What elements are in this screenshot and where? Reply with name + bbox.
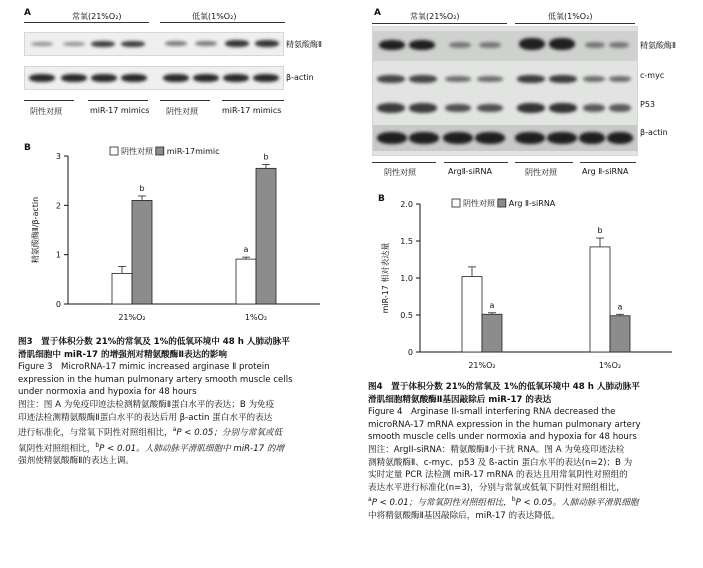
bar [482, 314, 502, 352]
bar [590, 247, 610, 352]
fig3-group-neg-1: 阴性对照 [30, 107, 62, 116]
bar [132, 200, 152, 304]
fig3-caption-note-3b: P < 0.05；分别与常氧或低 [176, 428, 283, 439]
fig4-group-si-1: ArgⅡ-siRNA [448, 167, 492, 176]
x-tick-label: 1%O₂ [244, 313, 268, 322]
fig4-blot-panel [372, 26, 638, 156]
fig3-hypoxia-label: 低氧(1%O₂) [192, 12, 237, 21]
fig3-caption-en-3: under normoxia and hypoxia for 48 hours [18, 387, 197, 398]
fig3-group-mimic-1: miR-17 mimics [90, 106, 150, 115]
fig4-caption-note-1: 图注：ArgII-siRNA：精氨酸酶Ⅱ小干扰 RNA。图 A 为免疫印迹法检 [368, 444, 625, 455]
fig3-caption-note-1: 图注：图 A 为免疫印迹法检测精氨酸酶Ⅱ蛋白水平的表达；B 为免疫 [18, 399, 275, 410]
fig3-caption-en-1: Figure 3 MicroRNA-17 mimic increased arginase Ⅱ protein [18, 362, 270, 373]
fig4-normoxia-underline [372, 23, 507, 24]
y-tick-label: 0 [55, 300, 61, 309]
fig3-caption-note-4a: 氧阴性对照组相比， [18, 443, 96, 454]
y-tick-label: 1.0 [400, 274, 413, 283]
fig3-caption-zh-title-1: 图3 置于体积分数 21%的常氧及 1%的低氧环境中 48 h 人肺动脉平 [18, 337, 290, 347]
legend-label: miR-17mimic [166, 147, 220, 156]
fig3-caption-note-4b: P < 0.01。人肺动脉平滑肌细胞中 miR-17 的增 [99, 443, 285, 454]
y-tick-label: 1.5 [400, 237, 413, 246]
fig3-caption-note-5: 强剂使精氨酸酶Ⅱ的表达上调。 [18, 456, 134, 467]
y-tick-label: 0 [407, 348, 413, 357]
fig4-panel-b-label: B [378, 194, 385, 204]
fig4-group-line-1 [372, 162, 436, 163]
fig3-bar-chart [20, 140, 350, 330]
fig4-cmyc-row-label: c-myc [640, 71, 665, 80]
fig3-caption-note-2: 印迹法检测精氨酸酶Ⅱ蛋白水平的表达后用 β-actin 蛋白水平的表达 [18, 412, 273, 423]
fig4-blot-cmyc [373, 67, 637, 91]
fig3-group-line-2 [88, 100, 148, 101]
fig4-caption-en-1: Figure 4 Arginase II-small interfering RNA decreased the [368, 407, 616, 418]
x-tick-label: 21%O₂ [118, 313, 146, 322]
fig3-caption-en-2: expression in the human pulmonary artery smooth muscle cells [18, 374, 293, 385]
fig4-caption-note-4: 表达水平进行标准化(n=3)，分别与常氧或低氧下阴性对照组相比， [368, 482, 625, 493]
fig3-sup-a: a [172, 426, 177, 434]
significance-label: b [263, 152, 269, 162]
x-tick-label: 1%O₂ [598, 361, 622, 370]
fig3-blot-actin [24, 66, 284, 90]
significance-label: a [489, 300, 495, 310]
fig3-group-line-1 [24, 100, 74, 101]
fig4-caption-note-5a: P < 0.01；与常氧阴性对照组相比， [371, 498, 512, 509]
significance-label: b [597, 226, 603, 236]
fig3-normoxia-underline [24, 22, 149, 23]
fig4-sup-a: a [368, 496, 372, 504]
fig3-panel-a-label: A [24, 8, 31, 18]
y-axis-label: miR-17 相对表达量 [381, 242, 390, 314]
fig3-blot-arg2 [24, 32, 284, 56]
fig4-actin-row-label: β-actin [640, 128, 668, 137]
fig4-group-neg-2: 阴性对照 [525, 168, 557, 177]
x-tick-label: 21%O₂ [468, 361, 496, 370]
bar [462, 277, 482, 352]
fig4-group-neg-1: 阴性对照 [384, 168, 416, 177]
fig4-panel-a-label: A [374, 8, 381, 18]
fig4-group-line-2 [444, 162, 508, 163]
fig4-caption-zh-title-2: 滑肌细胞精氨酸酶Ⅱ基因敲除后 miR-17 的表达 [368, 394, 552, 405]
significance-label: b [139, 183, 145, 193]
fig3-normoxia-label: 常氧(21%O₂) [72, 12, 122, 21]
legend-label: 阴性对照 [121, 147, 153, 156]
y-tick-label: 3 [55, 152, 61, 161]
fig4-caption-note-6: 中将精氨酸酶Ⅱ基因敲除后，miR-17 的表达降低。 [368, 510, 561, 521]
fig4-hypoxia-underline [515, 23, 635, 24]
fig4-sup-b: b [511, 496, 516, 504]
significance-label: a [617, 302, 623, 312]
fig4-group-line-4 [580, 162, 636, 163]
fig4-caption-note-5 [368, 494, 702, 509]
fig4-group-line-3 [515, 162, 573, 163]
fig4-blot-arg2 [373, 31, 637, 61]
fig4-caption-en-2: microRNA-17 mRNA expression in the human pulmonary artery [368, 419, 641, 430]
significance-label: a [243, 245, 249, 255]
fig3-arg2-row-label: 精氨酸酶Ⅱ [286, 40, 322, 49]
legend-swatch [110, 147, 118, 155]
fig3-caption-note-3a: 进行标准化，与常氧下阴性对照组相比， [18, 428, 173, 439]
fig4-hypoxia-label: 低氧(1%O₂) [548, 12, 593, 21]
fig3-group-line-3 [160, 100, 210, 101]
legend-label: Arg Ⅱ-siRNA [508, 199, 556, 208]
fig3-caption-zh-title-2: 滑肌细胞中 miR-17 的增强剂对精氨酸酶Ⅱ表达的影响 [18, 349, 227, 360]
fig4-caption-note-5b: P < 0.05。人肺动脉平滑肌细胞 [515, 498, 639, 509]
fig3-panel-b-label: B [24, 143, 31, 153]
fig3-caption [18, 336, 358, 468]
fig4-p53-row-label: P53 [640, 100, 656, 109]
fig4-blot-p53 [373, 95, 637, 121]
bar [112, 273, 132, 304]
bar [236, 259, 256, 304]
fig3-group-neg-2: 阴性对照 [166, 107, 198, 116]
fig3-actin-row-label: β-actin [286, 73, 314, 82]
bar [256, 168, 276, 304]
legend-swatch [498, 199, 506, 207]
y-tick-label: 0.5 [400, 311, 413, 320]
fig3-caption-note-3 [18, 424, 358, 439]
legend-swatch [156, 147, 164, 155]
fig4-caption-note-2: 测精氨酸酶Ⅱ、c-myc、p53 及 ß-actin 蛋白水平的表达(n=2)；B 为 [368, 457, 633, 468]
fig3-caption-note-4 [18, 440, 358, 455]
fig3-sup-b: b [95, 441, 100, 449]
y-tick-label: 2 [55, 201, 61, 211]
fig4-group-si-2: Arg Ⅱ-siRNA [582, 167, 629, 176]
fig3-group-line-4 [222, 100, 284, 101]
legend-label: 阴性对照 [463, 199, 495, 208]
fig4-blot-actin [373, 125, 637, 151]
y-axis-label: 精氨酸酶Ⅱ/β-actin [31, 196, 40, 264]
y-tick-label: 2.0 [400, 200, 413, 209]
bar [610, 316, 630, 352]
fig4-caption-en-3: smooth muscle cells under normoxia and hypoxia for 48 hours [368, 432, 637, 443]
fig4-caption-zh-title-1: 图4 置于体积分数 21%的常氧及 1%的低氧环境中 48 h 人肺动脉平 [368, 382, 640, 392]
fig3-hypoxia-underline [160, 22, 285, 23]
fig4-normoxia-label: 常氧(21%O₂) [410, 12, 460, 21]
y-tick-label: 1 [55, 250, 61, 260]
legend-swatch [452, 199, 460, 207]
fig4-bar-chart [372, 192, 692, 378]
fig4-arg2-row-label: 精氨酸酶Ⅱ [640, 41, 676, 50]
fig3-group-mimic-2: miR-17 mimics [222, 106, 282, 115]
fig4-caption-note-3: 实时定量 PCR 法检测 miR-17 mRNA 的表达且用常氧阴性对照组的 [368, 470, 628, 481]
fig4-caption [368, 381, 702, 522]
